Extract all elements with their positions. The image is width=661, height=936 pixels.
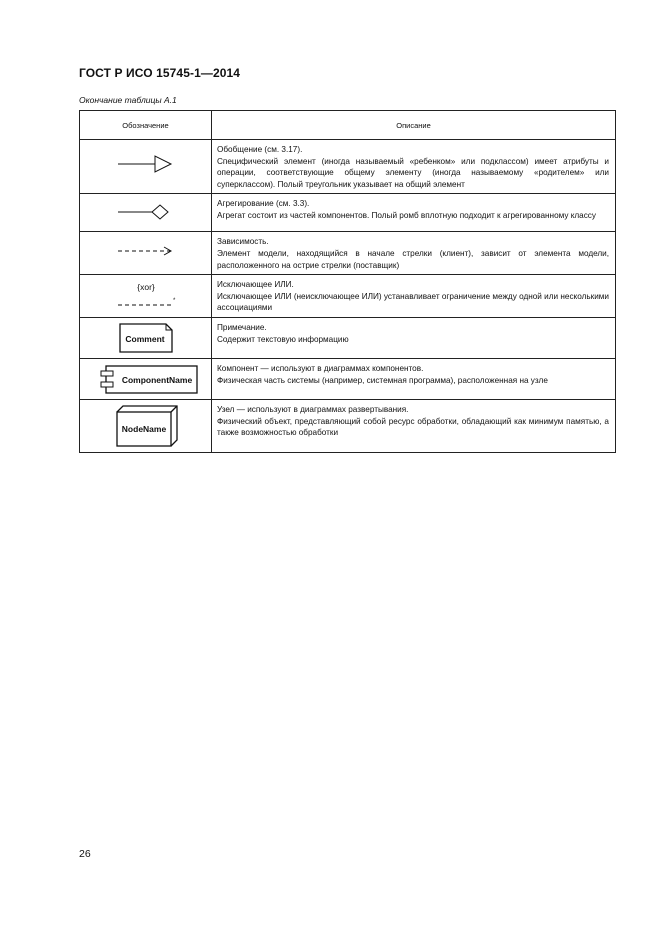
table-row bbox=[80, 399, 616, 452]
symbol-cell bbox=[80, 194, 212, 232]
column-header-description: Описание bbox=[212, 111, 616, 140]
description-text: Содержит текстовую информацию bbox=[217, 334, 349, 344]
table-row bbox=[80, 232, 616, 275]
comment-label: Comment bbox=[125, 333, 165, 344]
dependency-arrow-icon bbox=[80, 232, 212, 270]
description-cell bbox=[212, 358, 616, 399]
description-text: Исключающее ИЛИ (неисключающее ИЛИ) устанавливает ограничение между одной или несколькими ассоциациями bbox=[217, 291, 609, 313]
table-row bbox=[80, 317, 616, 358]
description-text: Элемент модели, находящийся в начале стрелки (клиент), зависит от элемента модели, расположенного на острие стрелки (поставщик) bbox=[217, 248, 609, 270]
comment-note-icon bbox=[80, 318, 212, 358]
description-cell bbox=[212, 232, 616, 275]
component-label: ComponentName bbox=[121, 374, 193, 385]
description-cell bbox=[212, 194, 616, 232]
symbol-cell bbox=[80, 232, 212, 275]
symbol-cell bbox=[80, 399, 212, 452]
table-caption: Окончание таблицы А.1 bbox=[79, 95, 177, 105]
table-row bbox=[80, 194, 616, 232]
description-title: Обобщение (см. 3.17). bbox=[217, 145, 303, 154]
table-header-row bbox=[80, 111, 616, 140]
description-title: Узел — используют в диаграммах развертывания. bbox=[217, 404, 409, 414]
generalization-arrow-icon bbox=[80, 140, 212, 189]
description-cell bbox=[212, 317, 616, 358]
uml-notation-table bbox=[79, 110, 616, 453]
description-text: Специфический элемент (иногда называемый «ребенком» или подклассом) имеет атрибуты и операции, соответствующие общему элементу (иногда называемому «родителем» или суперклассом). Полый треугольник указывает на общий элемент bbox=[217, 156, 609, 189]
table-row bbox=[80, 358, 616, 399]
table-row bbox=[80, 140, 616, 194]
description-cell bbox=[212, 140, 616, 194]
document-header: ГОСТ Р ИСО 15745-1—2014 bbox=[79, 66, 241, 80]
description-cell bbox=[212, 275, 616, 318]
table-row bbox=[80, 275, 616, 318]
xor-constraint-icon bbox=[80, 275, 212, 313]
column-header-symbol: Обозначение bbox=[80, 111, 212, 140]
description-title: Агрегирование (см. 3.3). bbox=[217, 199, 310, 209]
description-title: Примечание. bbox=[217, 322, 267, 332]
description-text: Физическая часть системы (например, системная программа), расположенная на узле bbox=[217, 375, 548, 385]
description-cell bbox=[212, 399, 616, 452]
component-box-icon bbox=[80, 359, 212, 399]
aggregation-diamond-icon bbox=[80, 194, 212, 231]
xor-label: {xor} bbox=[137, 282, 155, 293]
symbol-cell bbox=[80, 275, 212, 318]
symbol-cell bbox=[80, 317, 212, 358]
node-box-icon bbox=[80, 400, 212, 452]
description-title: Компонент — используют в диаграммах компонентов. bbox=[217, 363, 424, 373]
description-text: Физический объект, представляющий собой ресурс обработки, обладающий как минимум памятью, а также возможностью обработки bbox=[217, 416, 609, 438]
page-number: 26 bbox=[79, 848, 91, 860]
node-label: NodeName bbox=[121, 423, 167, 434]
description-title: Зависимость. bbox=[217, 237, 269, 247]
symbol-cell bbox=[80, 358, 212, 399]
svg-text:*: * bbox=[173, 298, 176, 305]
description-text: Агрегат состоит из частей компонентов. Полый ромб вплотную подходит к агрегированному классу bbox=[217, 210, 596, 220]
symbol-cell bbox=[80, 140, 212, 194]
description-title: Исключающее ИЛИ. bbox=[217, 280, 294, 290]
